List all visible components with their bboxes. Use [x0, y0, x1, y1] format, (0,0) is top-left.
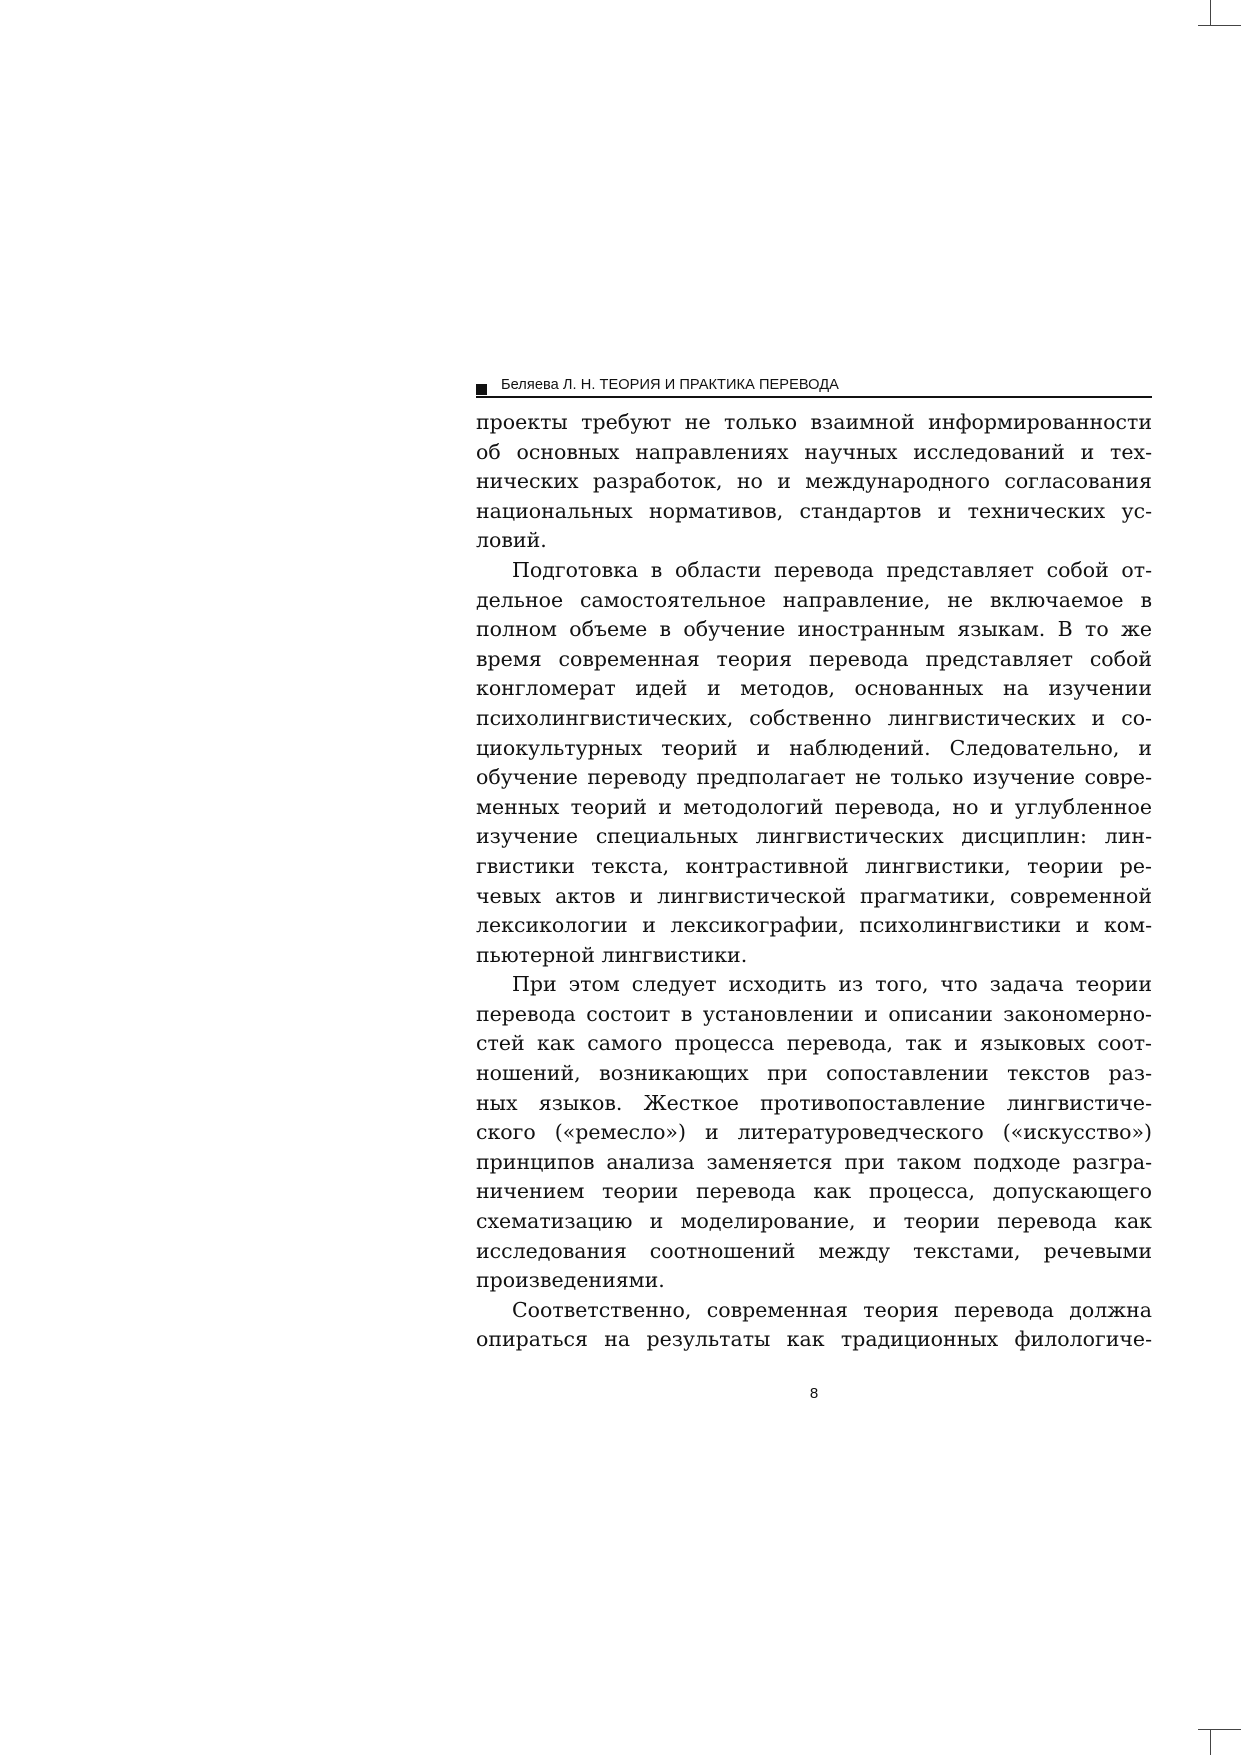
- text-line: национальных нормативов, стандартов и технических ус-: [476, 498, 1152, 523]
- text-line: психолингвистических, собственно лингвистических и со-: [476, 705, 1152, 730]
- text-line: ношений, возникающих при сопоставлении текстов раз-: [476, 1061, 1152, 1086]
- text-line: полном объеме в обучение иностранным языкам. В то же: [476, 617, 1152, 642]
- text-line: произведениями.: [476, 1268, 665, 1293]
- text-line: ского («ремесло») и литературоведческого («искусство»): [476, 1120, 1152, 1145]
- text-line: схематизацию и моделирование, и теории перевода как: [476, 1209, 1152, 1234]
- body-text: [476, 408, 1152, 1355]
- text-line: изучение специальных лингвистических дисциплин: лин-: [476, 824, 1152, 849]
- page-number: 8: [809, 1385, 819, 1402]
- text-line: ничением теории перевода как процесса, допускающего: [476, 1179, 1152, 1204]
- text-line: время современная теория перевода представляет собой: [476, 646, 1152, 671]
- text-line: об основных направлениях научных исследований и тех-: [476, 439, 1152, 464]
- paragraph-start-line: При этом следует исходить из того, что задача теории: [512, 972, 1152, 997]
- text-line: ловий.: [476, 528, 547, 553]
- text-line: опираться на результаты как традиционных филологиче-: [476, 1327, 1152, 1352]
- text-line: ных языков. Жесткое противопоставление лингвистиче-: [476, 1090, 1152, 1115]
- crop-mark-top-right-horizontal: [1198, 25, 1241, 26]
- text-line: лексикологии и лексикографии, психолингвистики и ком-: [476, 913, 1152, 938]
- running-head-title: Беляева Л. Н. ТЕОРИЯ И ПРАКТИКА ПЕРЕВОДА: [501, 377, 839, 393]
- crop-mark-top-right-vertical: [1210, 0, 1211, 26]
- running-head: [476, 374, 1152, 398]
- text-line: гвистики текста, контрастивной лингвистики, теории ре-: [476, 853, 1152, 878]
- text-line: нических разработок, но и международного согласования: [476, 469, 1152, 494]
- text-line: перевода состоит в установлении и описании закономерно-: [476, 1001, 1152, 1026]
- text-line: менных теорий и методологий перевода, но и углубленное: [476, 794, 1152, 819]
- text-line: обучение переводу предполагает не только изучение совре-: [476, 765, 1152, 790]
- crop-mark-bottom-right-vertical: [1210, 1729, 1211, 1755]
- text-line: конгломерат идей и методов, основанных на изучении: [476, 676, 1152, 701]
- text-line: дельное самостоятельное направление, не включаемое в: [476, 587, 1152, 612]
- text-line: циокультурных теорий и наблюдений. Следовательно, и: [476, 735, 1152, 760]
- text-line: стей как самого процесса перевода, так и языковых соот-: [476, 1031, 1152, 1056]
- text-line: исследования соотношений между текстами, речевыми: [476, 1238, 1152, 1263]
- text-line: чевых актов и лингвистической прагматики, современной: [476, 883, 1152, 908]
- paragraph-start-line: Соответственно, современная теория перевода должна: [512, 1297, 1152, 1322]
- paragraph-start-line: Подготовка в области перевода представляет собой от-: [512, 557, 1152, 582]
- text-line: принципов анализа заменяется при таком подходе разгра-: [476, 1149, 1152, 1174]
- crop-mark-bottom-right-horizontal: [1198, 1729, 1241, 1730]
- text-line: пьютерной лингвистики.: [476, 942, 748, 967]
- running-head-square-marker: [476, 384, 487, 395]
- text-line: проекты требуют не только взаимной информированности: [476, 410, 1152, 434]
